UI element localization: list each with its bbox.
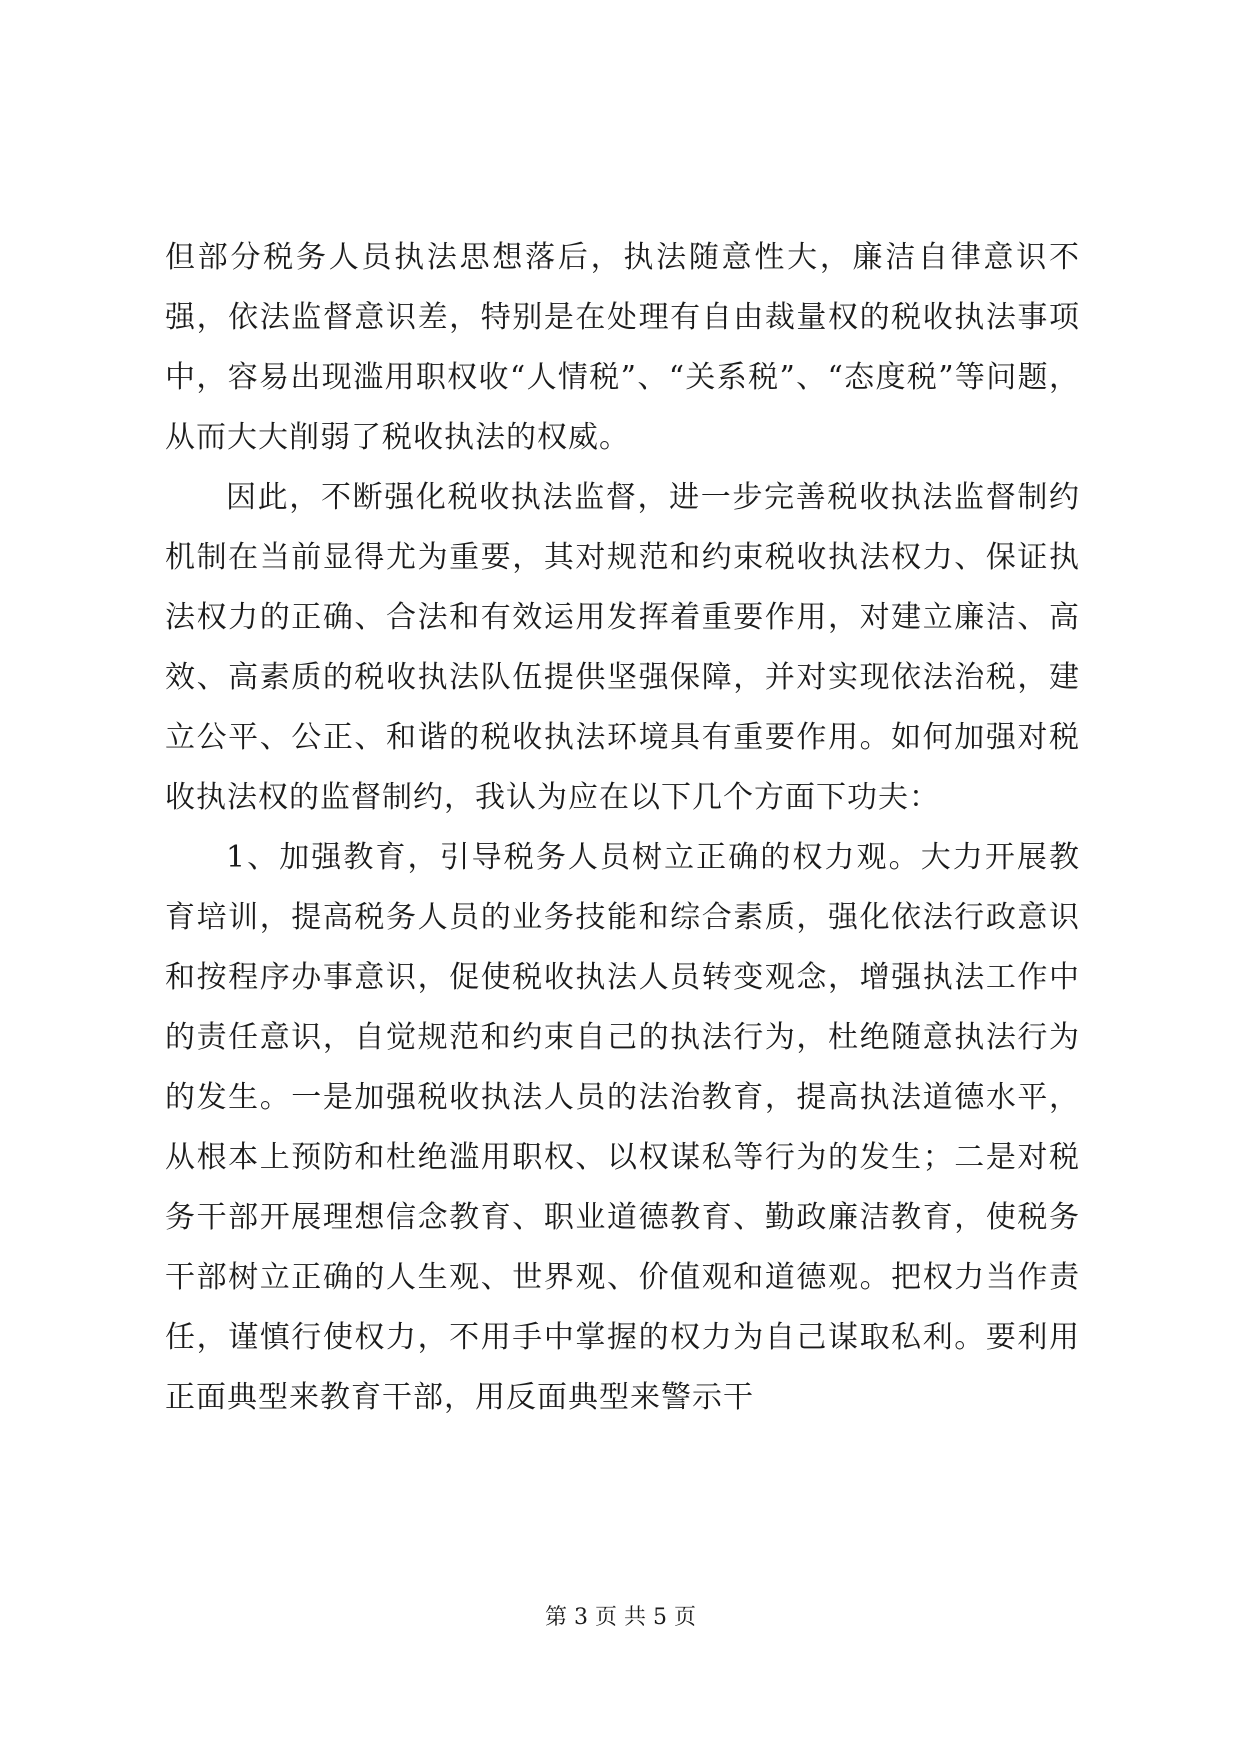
paragraph-2: 因此，不断强化税收执法监督，进一步完善税收执法监督制约机制在当前显得尤为重要，其对规范和约束税收执法权力、保证执法权力的正确、合法和有效运用发挥着重要作用，对建立廉洁、高效、高素质的税收执法队伍提供坚强保障，并对实现依法治税，建立公平、公正、和谐的税收执法环境具有重要作用。如何加强对税收执法权的监督制约，我认为应在以下几个方面下功夫： (165, 480, 1080, 815)
document-body (165, 228, 1080, 1428)
paragraph-1: 但部分税务人员执法思想落后，执法随意性大，廉洁自律意识不强，依法监督意识差，特别是在处理有自由裁量权的税收执法事项中，容易出现滥用职权收“人情税”、“关系税”、“态度税”等问题，从而大大削弱了税收执法的权威。 (165, 240, 1080, 455)
page-number-footer: 第 3 页 共 5 页 (545, 1605, 696, 1630)
paragraph-3: 1、加强教育，引导税务人员树立正确的权力观。大力开展教育培训，提高税务人员的业务技能和综合素质，强化依法行政意识和按程序办事意识，促使税收执法人员转变观念，增强执法工作中的责任意识，自觉规范和约束自己的执法行为，杜绝随意执法行为的发生。一是加强税收执法人员的法治教育，提高执法道德水平，从根本上预防和杜绝滥用职权、以权谋私等行为的发生；二是对税务干部开展理想信念教育、职业道德教育、勤政廉洁教育，使税务干部树立正确的人生观、世界观、价值观和道德观。把权力当作责任，谨慎行使权力，不用手中掌握的权力为自己谋取私利。要利用正面典型来教育干部，用反面典型来警示干 (165, 840, 1080, 1415)
